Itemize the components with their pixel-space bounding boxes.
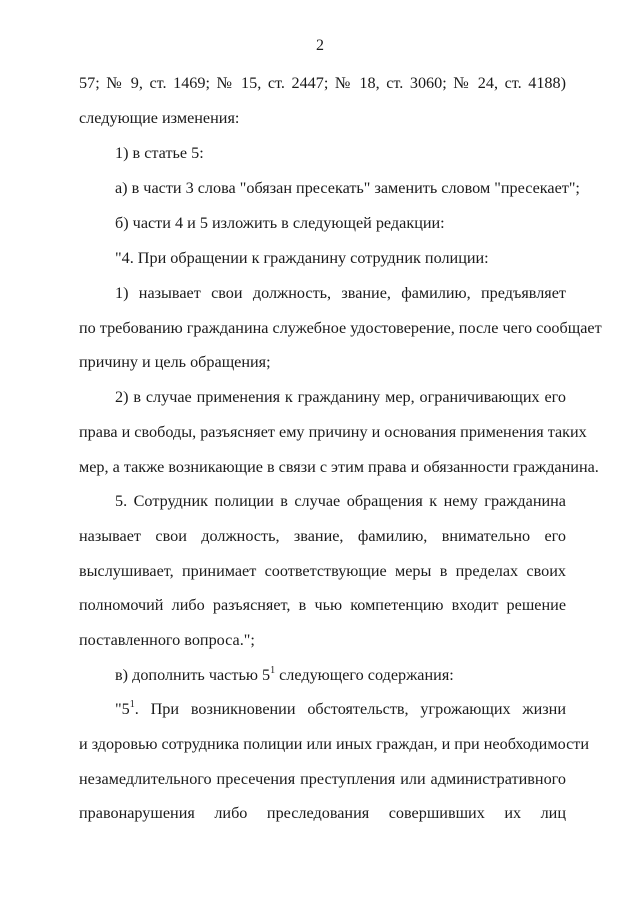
text-fragment: в) дополнить частью 5 (115, 666, 271, 684)
page-number: 2 (316, 37, 324, 54)
text-line: по требованию гражданина служебное удостоверение, после чего сообщает (79, 319, 602, 337)
text-line: и здоровью сотрудника полиции или иных граждан, и при необходимости (79, 735, 589, 753)
text-line: следующие изменения: (79, 109, 240, 127)
text-line: б) части 4 и 5 изложить в следующей редакции: (115, 214, 445, 232)
text-line: мер, а также возникающие в связи с этим права и обязанности гражданина. (79, 458, 599, 476)
text-line (115, 665, 566, 685)
text-line: 57; № 9, ст. 1469; № 15, ст. 2447; № 18, ст. 3060; № 24, ст. 4188) (79, 74, 566, 92)
text-fragment: следующего содержания: (275, 666, 454, 684)
text-line: полномочий либо разъясняет, в чью компетенцию входит решение (79, 596, 566, 614)
text-line: правонарушения либо преследования совершивших их лиц (79, 804, 566, 822)
text-line: права и свободы, разъясняет ему причину и основания применения таких (79, 423, 587, 441)
text-fragment: . При возникновении обстоятельств, угрожающих жизни (134, 700, 566, 718)
text-line: "4. При обращении к гражданину сотрудник полиции: (115, 249, 489, 267)
text-line: причину и цель обращения; (79, 353, 271, 371)
text-line (115, 699, 566, 719)
text-fragment: "5 (115, 700, 130, 718)
superscript: 1 (129, 698, 135, 710)
text-line: называет свои должность, звание, фамилию, внимательно его (79, 527, 566, 545)
text-line: а) в части 3 слова "обязан пресекать" заменить словом "пресекает"; (115, 179, 580, 197)
text-line: 5. Сотрудник полиции в случае обращения к нему гражданина (115, 492, 566, 510)
text-line: выслушивает, принимает соответствующие меры в пределах своих (79, 562, 566, 580)
text-line: 1) называет свои должность, звание, фамилию, предъявляет (115, 284, 566, 302)
superscript: 1 (270, 664, 276, 676)
text-line: 1) в статье 5: (115, 144, 204, 162)
text-line: поставленного вопроса."; (79, 631, 255, 649)
text-line: 2) в случае применения к гражданину мер, ограничивающих его (115, 388, 566, 406)
text-line: незамедлительного пресечения преступления или административного (79, 770, 566, 788)
